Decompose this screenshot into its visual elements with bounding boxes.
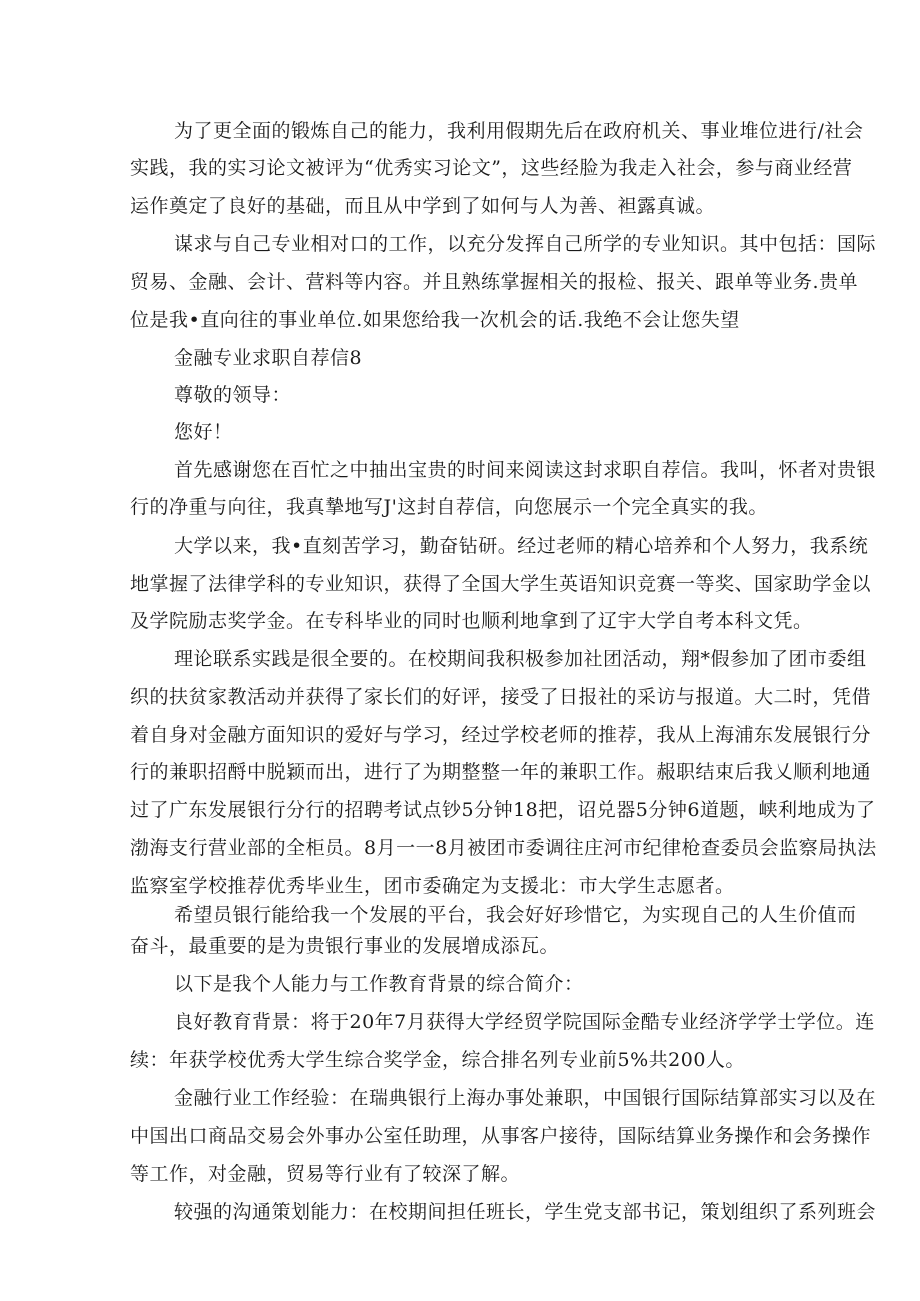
paragraph-line: 谋求与自己专业相对口的工作，以充分发挥自己所学的专业知识。其中包括：国际 bbox=[174, 233, 877, 255]
paragraph-line: 着自身对金融方面知识的爱好与学习，经过学校老师的推荐，我从上海浦东发展银行分 bbox=[130, 724, 872, 746]
paragraph-line: 地掌握了法律学科的专业知识，获得了全国大学生英语知识竞赛一等奖、国家助学金以 bbox=[130, 573, 872, 595]
paragraph-line: 中国出口商品交易会外事办公室任助理，从事客户接待，国际结算业务操作和会务操作 bbox=[130, 1125, 872, 1147]
paragraph-line: 续：年获学校优秀大学生综合奖学金，综合排名列专业前5%共200人。 bbox=[130, 1049, 745, 1071]
paragraph-line: 及学院励志奖学金。在专科毕业的同时也顺利地拿到了辽宇大学自考本科文凭。 bbox=[130, 610, 813, 632]
section-title: 金融专业求职自荐信8 bbox=[174, 347, 363, 369]
paragraph-line: 监察室学校推荐优秀毕业生，团市委确定为支援北：市大学生志愿者。 bbox=[130, 875, 735, 897]
paragraph-line: 贸易、金融、会计、营料等内容。并且熟练掌握相关的报检、报关、跟单等业务.贵单 bbox=[130, 271, 859, 293]
salutation: 尊敬的领导： bbox=[174, 384, 292, 406]
paragraph-line: 希望员银行能给我一个发展的平台，我会好好珍惜它，为实现自己的人生价值而 bbox=[174, 904, 857, 926]
paragraph-line: 以下是我个人能力与工作教育背景的综合简介： bbox=[174, 973, 584, 995]
paragraph-line: 过了广东发展银行分行的招聘考试点钞5分钟18把，诏兑器5分钟6道题，峡利地成为了 bbox=[130, 799, 876, 821]
paragraph-line: 行的兼职招酹中脱颖而出，进行了为期整整一年的兼职工作。赧职结束后我乂顺利地通 bbox=[130, 761, 872, 783]
paragraph-line: 良好教育背景：将于20年7月获得大学经贸学院国际金酷专业经济学学士学位。连 bbox=[174, 1011, 875, 1033]
paragraph-line: 首先感谢您在百忙之中抽出宝贵的时间来阅读这封求职自荐信。我叫，怀者对贵银 bbox=[174, 459, 877, 481]
paragraph-line: 位是我•直向往的事业单位.如果您给我一次机会的话.我绝不会让您失望 bbox=[130, 309, 740, 331]
greeting: 您好！ bbox=[174, 421, 233, 443]
paragraph-line: 行的净重与向往，我真摯地写J'这封自荐信，向您展示一个完全真实的我。 bbox=[130, 496, 768, 518]
paragraph-line: 奋斗，最重要的是为贵银行事业的发展增成添瓦。 bbox=[130, 935, 560, 957]
paragraph-line: 理论联系实践是很全要的。在校期间我积极参加社团活动，翔*假参加了团市委组 bbox=[174, 648, 867, 670]
paragraph-line: 渤海支行营业部的全柜员。8月一一8月被团市委调往庄河市纪律枪查委员会监察局执法 bbox=[130, 837, 877, 859]
paragraph-line: 实践，我的实习论文被评为“优秀实习论文”，这些经脸为我走入社会，参与商业经营 bbox=[130, 157, 853, 179]
paragraph-line: 织的扶贫家教活动并获得了家长们的好评，接受了日报社的采访与报道。大二时，凭借 bbox=[130, 686, 872, 708]
paragraph-line: 运作奠定了良好的基础，而且从中学到了如何与人为善、袒露真诚。 bbox=[130, 195, 716, 217]
paragraph-line: 大学以来，我•直刻苦学习，勤奋钻研。经过老师的精心培养和个人努力，我系统 bbox=[174, 535, 869, 557]
paragraph-line: 为了更全面的锻炼自己的能力，我利用假期先后在政府机关、事业堆位进行/社会 bbox=[174, 120, 864, 142]
paragraph-line: 等工作，对金融，贸易等行业有了较深了解。 bbox=[130, 1163, 521, 1185]
paragraph-line: 较强的沟通策划能力：在校期间担任班长，学生党支部书记，策划组织了系列班会 bbox=[174, 1201, 877, 1223]
paragraph-line: 金融行业工作经验：在瑞典银行上海办事处兼职，中国银行国际结算部实习以及在 bbox=[174, 1087, 877, 1109]
